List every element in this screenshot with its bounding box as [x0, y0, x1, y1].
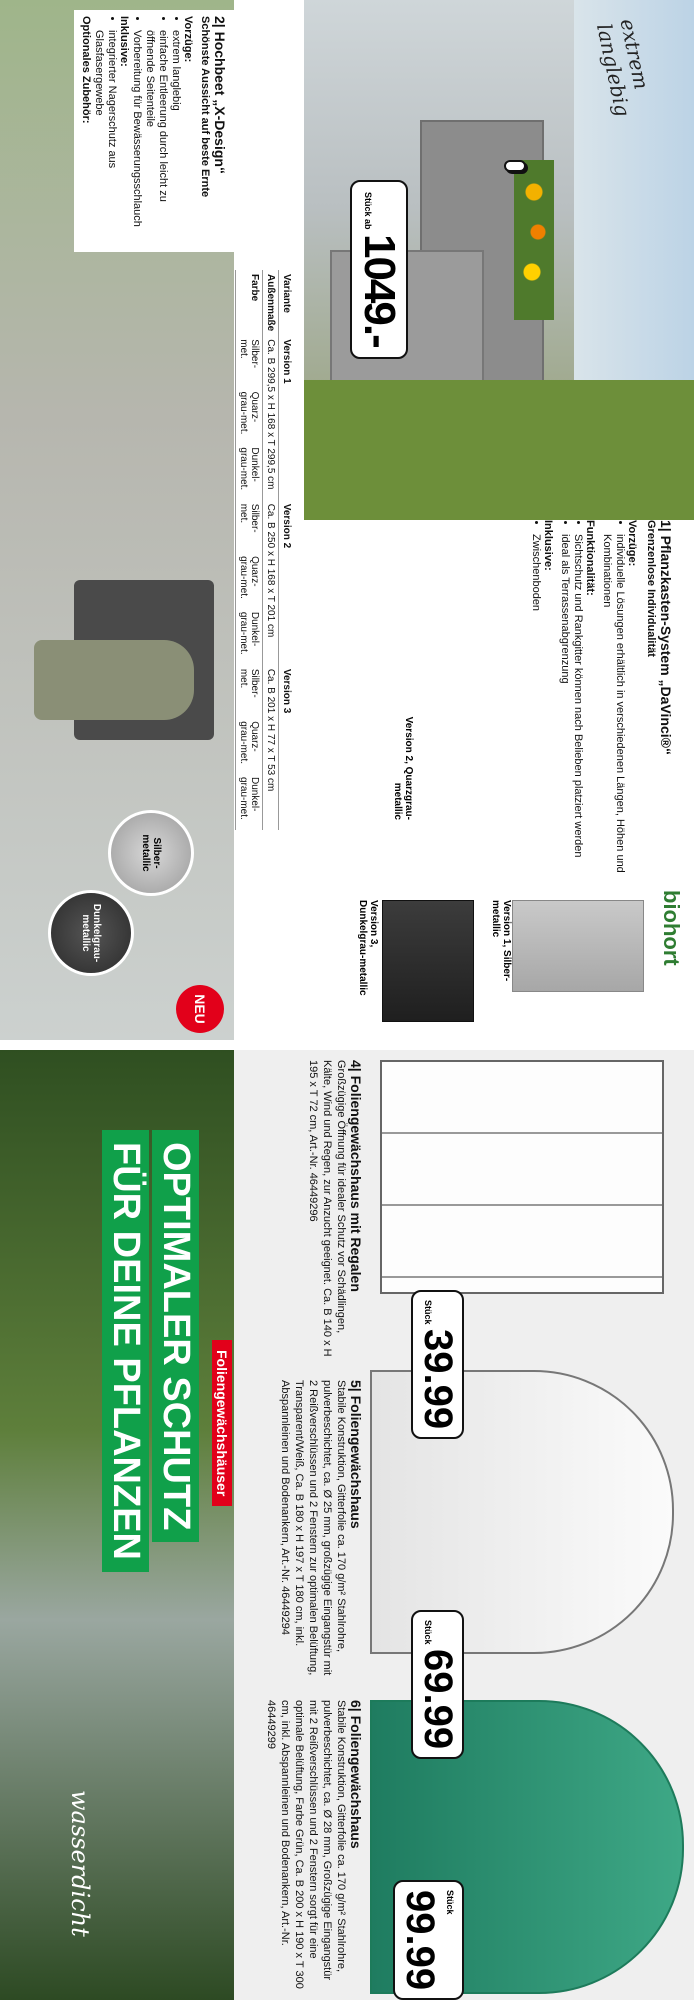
product-5-title: 5| Foliengewächshaus	[348, 1380, 364, 1529]
table-cell: Ca. B 201 x H 77 x T 53 cm	[263, 665, 279, 830]
table-cell: Silber-met.	[236, 500, 263, 552]
headline-line-1-text: OPTIMALER SCHUTZ	[155, 1142, 197, 1531]
color-swatch-dark	[48, 890, 134, 976]
vorzuege-label: Vorzüge:	[626, 520, 638, 567]
vorzuege-list	[600, 520, 626, 900]
inklusive-list	[529, 520, 542, 900]
product-5-text	[278, 1380, 364, 1680]
price-unit-product-1: Stück ab	[363, 192, 373, 230]
list-item: • einfache Entleerung durch leicht zu öffnende Seitenteile	[143, 30, 169, 246]
price-amount-product-4: 39.99	[416, 1328, 460, 1430]
table-cell: Version 1	[279, 335, 295, 499]
list-item: • individuelle Lösungen erhältlich in verschiedenen Längen, Höhen und Kombinationen	[600, 534, 626, 900]
inklusive-list-2	[92, 16, 118, 246]
color-swatch-dark-label: Dunkelgrau-metallic	[80, 903, 102, 963]
table-cell: Quarz-grau-met.	[236, 388, 263, 444]
table-cell: Farbe	[236, 270, 263, 335]
inklusive-label-2: Inklusive:	[118, 16, 130, 67]
product-4-text	[306, 1060, 364, 1360]
inklusive-label: Inklusive:	[542, 520, 554, 571]
product-1-text	[529, 520, 674, 900]
woman-figure	[34, 640, 194, 720]
color-swatch-silver	[108, 810, 194, 896]
table-cell: Dunkel-grau-met.	[236, 773, 263, 830]
product-6-text	[264, 1700, 364, 1990]
table-row	[263, 270, 279, 830]
product-4-title: 4| Foliengewächshaus mit Regalen	[348, 1060, 364, 1292]
biohort-logo: biohort	[659, 890, 684, 966]
lawn	[304, 380, 694, 520]
price-product-1	[350, 180, 408, 359]
optional-label: Optionales Zubehör:	[80, 16, 92, 124]
table-cell: Ca. B 250 x H 168 x T 201 cm	[263, 500, 279, 665]
table-cell: Außenmaße	[263, 270, 279, 335]
product-5-desc: Stabile Konstruktion, Gitterfolie ca. 170 g/m² Stahlrohre, pulverbeschichtet, ca. Ø 25 mm, großzügige Eingangstür mit 2 Reißverschlüssen und 2 Fenstern zur optimalen Belüftung, Transparent/Weiß, Ca. B 180 x H 197 x T 180 cm, inkl. Abspannleinen und Bodenankern, Art.-Nr. 46449294	[279, 1380, 347, 1676]
version-1-label: Version 1, Silber-metallic	[490, 900, 512, 982]
badge-new	[176, 985, 224, 1033]
table-cell: Dunkel-grau-met.	[236, 443, 263, 499]
list-item: • ideal als Terrassenabgrenzung	[558, 534, 571, 900]
list-item: • Zwischenboden	[529, 534, 542, 900]
version-3-label: Version 3, Dunkelgrau-metallic	[357, 900, 379, 996]
color-swatch-silver-label: Silber-metallic	[140, 834, 162, 872]
list-item: • Vorbereitung für Bewässerungsschlauch	[130, 30, 143, 246]
list-item: • extrem langlebig	[169, 30, 182, 246]
section-tag-label: Foliengewächshäuser	[214, 1350, 230, 1497]
table-cell: Variante	[279, 270, 295, 335]
product-2-title: 2| Hochbeet „X-Design“	[212, 16, 228, 174]
list-item: • integrierter Nagerschutz aus Glasfasergewebe	[92, 30, 118, 246]
headline-line-1	[152, 1130, 199, 1542]
price-amount-product-6: 99.99	[398, 1890, 442, 1991]
handwritten-wasserdicht: wasserdicht	[66, 1790, 94, 1937]
table-cell: Quarz-grau-met.	[236, 552, 263, 608]
greenhouse-4-image	[380, 1060, 664, 1294]
table-cell: Quarz-grau-met.	[236, 717, 263, 773]
table-cell: Version 2	[279, 500, 295, 665]
product-2-text	[74, 10, 234, 252]
version-2-label: Version 2, Quarzgrau-metallic	[392, 716, 414, 820]
product-2-subtitle: Schönste Aussicht auf beste Ernte	[199, 16, 211, 198]
price-product-6	[393, 1880, 464, 2000]
table-cell: Version 3	[279, 665, 295, 830]
product-1-title: 1| Pflanzkasten-System „DaVinci®“	[658, 520, 674, 755]
table-cell: Silber-met.	[236, 335, 263, 387]
funktionalitaet-list	[558, 520, 584, 900]
product-6-title: 6| Foliengewächshaus	[348, 1700, 364, 1849]
section-tag	[212, 1340, 232, 1506]
funktionalitaet-label: Funktionalität:	[584, 520, 596, 596]
table-header-row	[279, 270, 295, 830]
handwritten-langlebig: extrem langlebig	[591, 16, 654, 119]
product-4-desc: Großzügige Öffnung für idealer Schutz vor Schädlingen, Kälte, Wind und Regen, zur Anzucht geeignet. Ca. B 140 x H 195 x T 72 cm, Art.-Nr. 46449296	[307, 1060, 347, 1357]
headline-line-2-text: FÜR DEINE PFLANZEN	[105, 1142, 147, 1560]
price-unit-product-4: Stück	[423, 1300, 433, 1325]
table-cell: Dunkel-grau-met.	[236, 608, 263, 665]
price-tag-product-1	[504, 160, 526, 172]
list-item: • Sichtschutz und Rankgitter können nach Belieben platziert werden	[571, 534, 584, 900]
version-3-product-image	[382, 900, 474, 1022]
vorzuege-label-2: Vorzüge:	[182, 16, 194, 63]
table-row	[236, 270, 263, 830]
price-unit-product-5: Stück	[423, 1620, 433, 1645]
price-amount-product-1: 1049.-	[355, 233, 404, 347]
table-cell: Ca. B 299,5 x H 168 x T 299,5 cm	[263, 335, 279, 499]
headline-line-2	[102, 1130, 149, 1572]
product-6-desc: Stabile Konstruktion, Gitterfolie ca. 170 g/m² Stahlrohre, pulverbeschichtet, ca. Ø 28 mm, Großzügige Eingangstür mit 2 Reißverschlüssen und 2 Fenstern sorgt für eine optimale Belüftung, Farbe Grün, Ca. B 200 x H 190 x T 300 cm, inkl. Abspannleinen und Bodenankern, Art.-Nr. 46449299	[265, 1700, 347, 1989]
price-unit-product-6: Stück	[445, 1890, 455, 1915]
product-1-subtitle: Grenzenlose Individualität	[645, 520, 657, 657]
badge-new-label: NEU	[192, 994, 208, 1024]
price-product-5	[411, 1610, 464, 1759]
price-amount-product-5: 69.99	[416, 1648, 460, 1750]
vorzuege-list-2	[130, 16, 182, 246]
price-product-4	[411, 1290, 464, 1439]
version-1-product-image	[512, 900, 644, 992]
flowers	[514, 160, 554, 320]
table-cell: Silber-met.	[236, 665, 263, 717]
